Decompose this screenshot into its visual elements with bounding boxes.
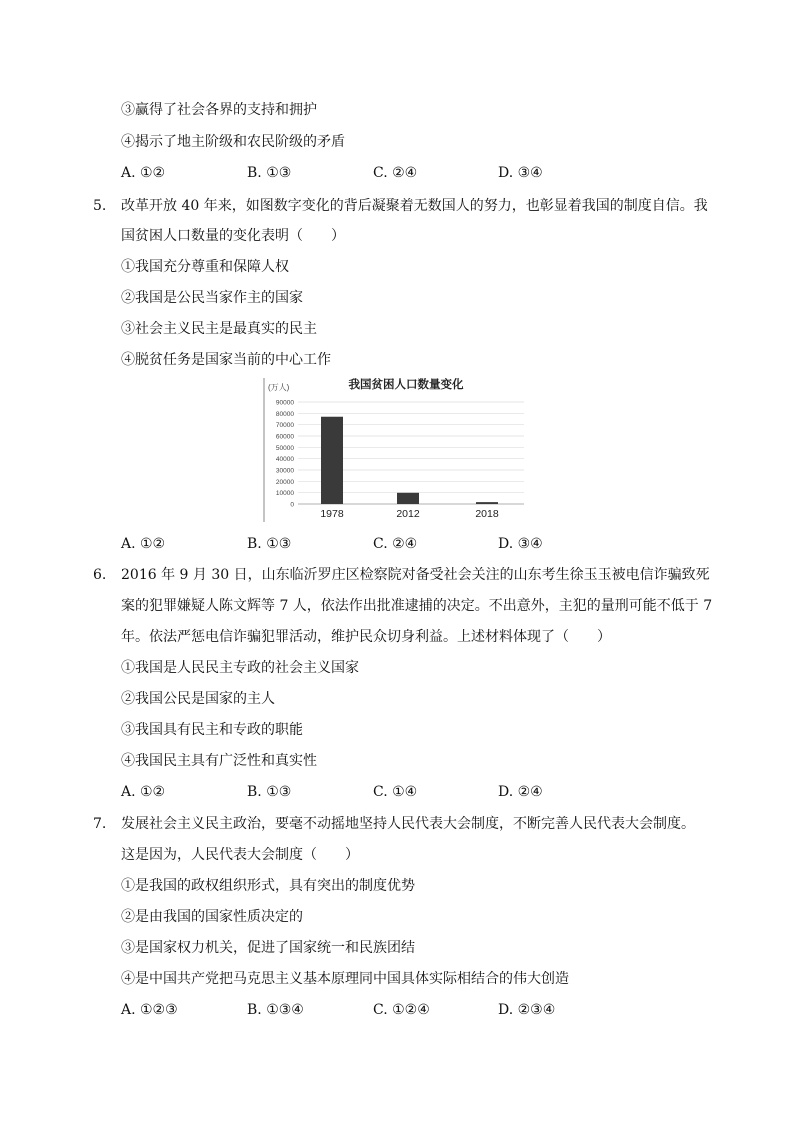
- q7-option-a: A. ①②③: [121, 1002, 178, 1018]
- chart-y-tick-label: 40000: [275, 456, 294, 464]
- q5-item-4: ④脱贫任务是国家当前的中心工作: [121, 352, 331, 368]
- q6-item-4: ④我国民主具有广泛性和真实性: [121, 753, 317, 769]
- q7-item-4: ④是中国共产党把马克思主义基本原理同中国具体实际相结合的伟大创造: [121, 971, 569, 987]
- top-option-d: D. ③④: [498, 165, 543, 181]
- chart-x-labels: [320, 508, 499, 520]
- q6-stem-line-2: 案的犯罪嫌疑人陈文辉等 7 人，依法作出批准逮捕的决定。不出意外，主犯的量刑可能不低于 7: [121, 598, 713, 614]
- q6-number: 6.: [93, 567, 107, 583]
- q5-item-3: ③社会主义民主是最真实的民主: [121, 321, 317, 337]
- q5-stem-line-2: 国贫困人口数量的变化表明（ ）: [121, 228, 345, 244]
- top-option-a: A. ①②: [121, 165, 166, 181]
- chart-bar-2018: [476, 502, 498, 504]
- q5-option-d: D. ③④: [498, 536, 543, 552]
- chart-y-tick-label: 20000: [275, 478, 294, 486]
- q7-item-2: ②是由我国的国家性质决定的: [121, 909, 303, 925]
- q7-item-3: ③是国家权力机关，促进了国家统一和民族团结: [121, 940, 415, 956]
- chart-x-label-2018: 2018: [475, 508, 499, 520]
- chart-ylabel: (万人): [268, 383, 290, 392]
- q7-option-b: B. ①③④: [247, 1002, 304, 1018]
- q6-stem-line-1: 2016 年 9 月 30 日，山东临沂罗庄区检察院对备受社会关注的山东考生徐玉玉被电信诈骗致死: [121, 567, 710, 583]
- q6-stem-line-3: 年。依法严惩电信诈骗犯罪活动，维护民众切身利益。上述材料体现了（ ）: [121, 629, 611, 645]
- chart-y-ticks: [276, 400, 294, 509]
- q5-item-1: ①我国充分尊重和保障人权: [121, 259, 289, 275]
- top-option-c: C. ②④: [373, 165, 418, 181]
- chart-bars: [321, 417, 498, 504]
- chart-x-label-1978: 1978: [320, 508, 344, 520]
- chart-y-tick-label: 90000: [275, 399, 294, 407]
- chart-y-tick-label: 10000: [275, 490, 294, 498]
- q6-item-2: ②我国公民是国家的主人: [121, 691, 275, 707]
- q7-option-d: D. ②③④: [498, 1002, 556, 1018]
- q6-item-3: ③我国具有民主和专政的职能: [121, 722, 303, 738]
- chart-y-tick-label: 0: [290, 501, 294, 509]
- q5-option-a: A. ①②: [121, 536, 166, 552]
- q6-option-b: B. ①③: [247, 784, 292, 800]
- chart-bar-2012: [397, 493, 419, 504]
- q5-option-b: B. ①③: [247, 536, 292, 552]
- chart-y-tick-label: 60000: [275, 433, 294, 441]
- q7-stem-line-2: 这是因为，人民代表大会制度（ ）: [121, 847, 359, 863]
- q7-item-1: ①是我国的政权组织形式，具有突出的制度优势: [121, 878, 415, 894]
- q6-option-a: A. ①②: [121, 784, 166, 800]
- chart-bar-1978: [321, 417, 343, 504]
- chart-y-tick-label: 80000: [275, 410, 294, 418]
- q6-item-1: ①我国是人民民主专政的社会主义国家: [121, 660, 359, 676]
- q7-option-c: C. ①②④: [373, 1002, 430, 1018]
- chart-y-tick-label: 70000: [275, 422, 294, 430]
- q7-stem-line-1: 发展社会主义民主政治，要毫不动摇地坚持人民代表大会制度，不断完善人民代表大会制度。: [121, 816, 695, 832]
- top-item-3: ③赢得了社会各界的支持和拥护: [121, 102, 317, 118]
- poverty-population-bar-chart: [258, 372, 530, 524]
- chart-x-label-2012: 2012: [396, 508, 420, 520]
- q7-number: 7.: [93, 816, 107, 832]
- chart-y-tick-label: 30000: [275, 467, 294, 475]
- q5-option-c: C. ②④: [373, 536, 418, 552]
- q5-number: 5.: [93, 198, 107, 214]
- q6-option-d: D. ②④: [498, 784, 543, 800]
- top-item-4: ④揭示了地主阶级和农民阶级的矛盾: [121, 134, 345, 150]
- q5-item-2: ②我国是公民当家作主的国家: [121, 290, 303, 306]
- q5-stem-line-1: 改革开放 40 年来，如图数字变化的背后凝聚着无数国人的努力，也彰显着我国的制度自信。我: [121, 198, 708, 214]
- chart-title: 我国贫困人口数量变化: [348, 377, 464, 391]
- top-option-b: B. ①③: [247, 165, 292, 181]
- q6-option-c: C. ①④: [373, 784, 418, 800]
- chart-y-tick-label: 50000: [275, 444, 294, 452]
